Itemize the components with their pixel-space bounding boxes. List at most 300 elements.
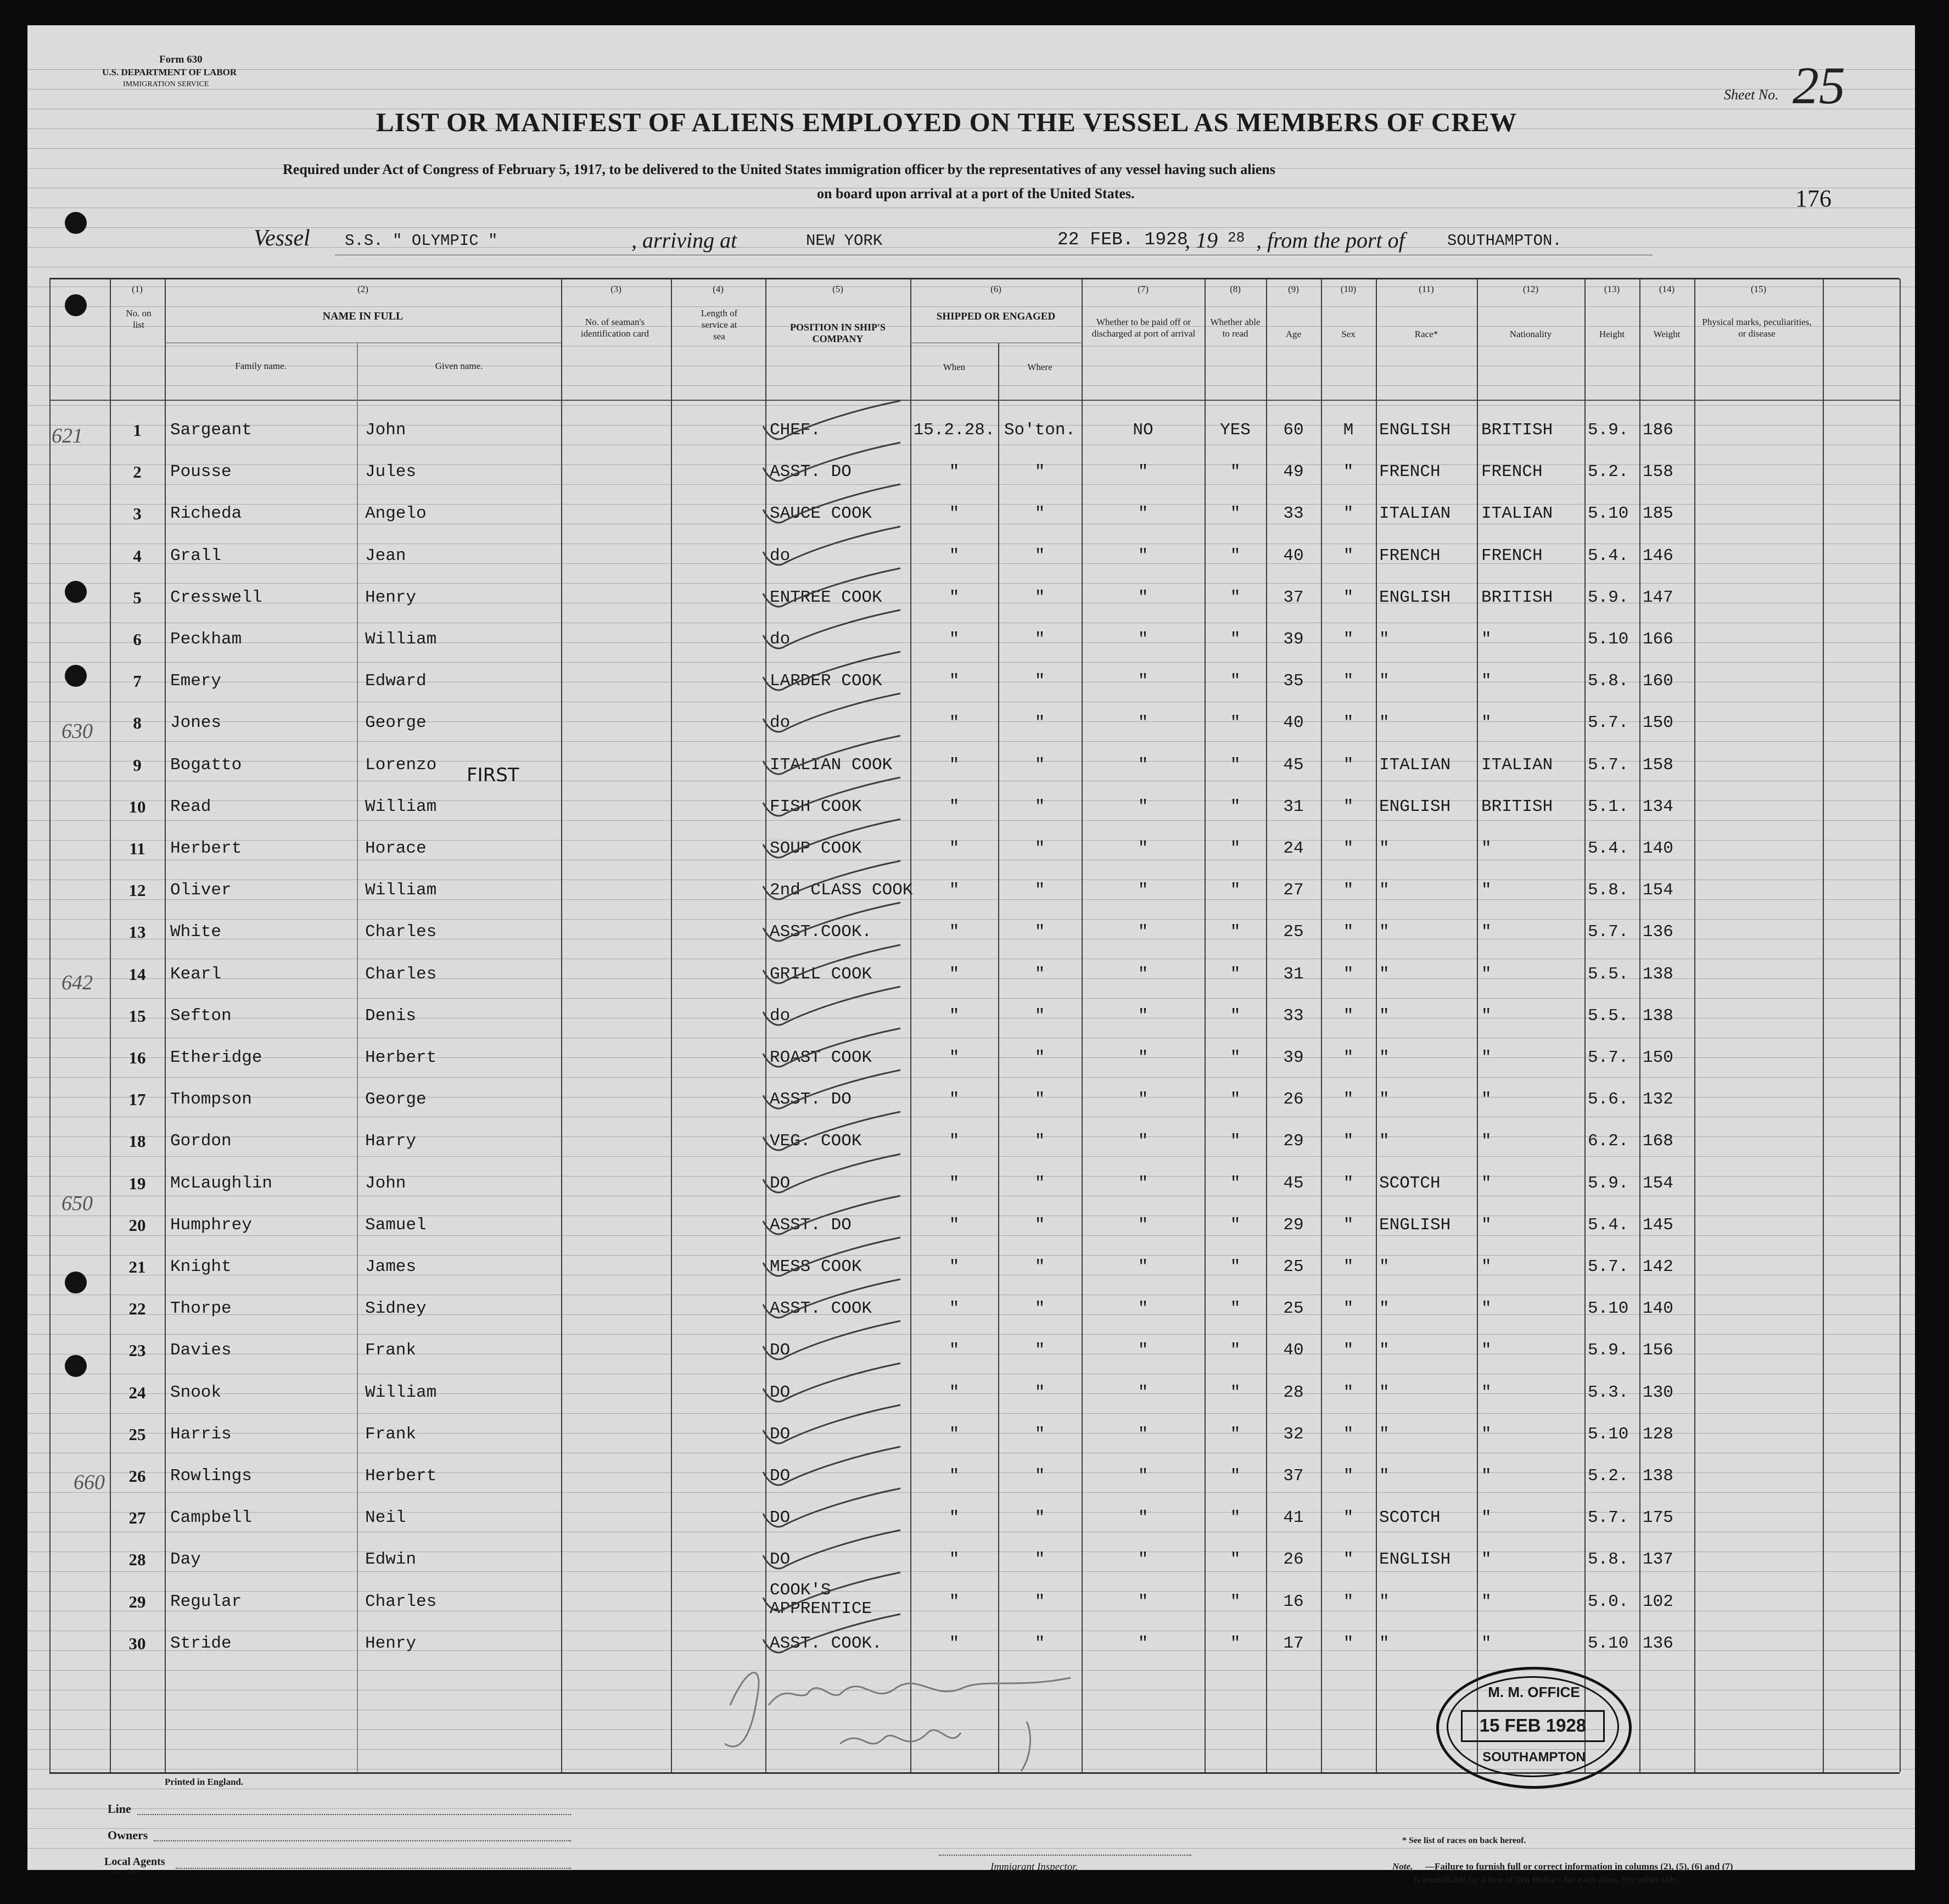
paid-off: "	[1138, 1090, 1149, 1109]
col15-number: (15)	[1750, 284, 1767, 294]
shipped-where: "	[1034, 462, 1045, 481]
height: 5.10	[1588, 1425, 1629, 1444]
nationality: "	[1481, 1550, 1492, 1569]
vessel-label: Vessel	[254, 226, 310, 251]
race: FRENCH	[1379, 546, 1441, 565]
able-to-read: "	[1230, 755, 1241, 775]
race: "	[1379, 630, 1390, 649]
age: 40	[1283, 713, 1304, 732]
shipped-when: "	[949, 1048, 960, 1067]
height: 5.10	[1588, 504, 1629, 523]
shipped-where: "	[1034, 922, 1045, 942]
shipped-when: "	[949, 1174, 960, 1193]
sex: "	[1343, 839, 1354, 858]
punch-hole	[65, 1272, 87, 1293]
height: 5.6.	[1588, 1090, 1629, 1109]
stamp-number: 176	[1795, 185, 1832, 212]
row-number: 14	[128, 965, 146, 984]
position: DO	[770, 1466, 791, 1486]
family-name: Gordon	[170, 1132, 232, 1151]
sex: "	[1343, 1090, 1354, 1109]
position: ASST. DO	[770, 462, 852, 481]
height: 5.10	[1588, 1634, 1629, 1653]
family-name: Richeda	[170, 504, 242, 523]
age: 26	[1283, 1550, 1304, 1569]
shipped-when: "	[949, 546, 960, 565]
weight: 145	[1643, 1216, 1673, 1235]
shipped-when: "	[949, 588, 960, 607]
paid-off: "	[1138, 755, 1149, 775]
age: 39	[1283, 1048, 1304, 1067]
paid-off: "	[1138, 1174, 1149, 1193]
position: ROAST COOK	[770, 1048, 872, 1067]
race: ENGLISH	[1379, 1550, 1451, 1569]
column-rule	[910, 279, 911, 1772]
paid-off: "	[1138, 881, 1149, 900]
family-name: Rowlings	[170, 1466, 252, 1486]
paid-off: "	[1138, 1006, 1149, 1026]
shipped-when: "	[949, 713, 960, 732]
first-annotation: FIRST	[467, 764, 519, 786]
row-number: 8	[133, 713, 142, 732]
paid-off: "	[1138, 965, 1149, 984]
nationality: "	[1481, 965, 1492, 984]
column-rule	[1900, 279, 1901, 1772]
family-name: Thorpe	[170, 1299, 232, 1318]
column-rule	[1639, 279, 1640, 1772]
weight: 185	[1643, 504, 1673, 523]
row-number: 20	[128, 1216, 146, 1235]
line-label: Line	[108, 1802, 131, 1816]
shipped-where: "	[1034, 1466, 1045, 1486]
height: 5.7.	[1588, 755, 1629, 775]
family-name: Grall	[170, 546, 222, 565]
able-to-read: "	[1230, 839, 1241, 858]
penalty-note-prefix: Note.	[1392, 1861, 1413, 1872]
row-number: 16	[128, 1048, 146, 1067]
height: 5.7.	[1588, 922, 1629, 942]
race: "	[1379, 1257, 1390, 1276]
given-name: Samuel	[365, 1216, 427, 1235]
sex: "	[1343, 504, 1354, 523]
department: U.S. DEPARTMENT OF LABOR	[102, 67, 237, 77]
family-name: Peckham	[170, 630, 242, 649]
nationality: "	[1481, 1466, 1492, 1486]
paid-off: "	[1138, 713, 1149, 732]
sex: "	[1343, 1174, 1354, 1193]
subtitle-line2: on board upon arrival at a port of the United States.	[817, 186, 1135, 201]
arrival-date: 22 FEB. 1928	[1057, 229, 1188, 250]
col-race: Race*	[1414, 329, 1438, 339]
paid-off: "	[1138, 1341, 1149, 1360]
age: 39	[1283, 630, 1304, 649]
owners-label: Owners	[108, 1828, 148, 1842]
shipped-where: "	[1034, 1174, 1045, 1193]
height: 5.7.	[1588, 713, 1629, 732]
height: 5.4.	[1588, 546, 1629, 565]
able-to-read: "	[1230, 671, 1241, 691]
position: do	[770, 1006, 791, 1026]
age: 25	[1283, 1299, 1304, 1318]
family-name: Day	[170, 1550, 201, 1569]
paid-off: NO	[1133, 421, 1153, 440]
col5-number: (5)	[832, 284, 843, 294]
race: "	[1379, 1425, 1390, 1444]
col2-number: (2)	[357, 284, 368, 294]
position: DO	[770, 1425, 791, 1444]
margin-note: 650	[61, 1192, 93, 1215]
column-rule	[1376, 279, 1377, 1772]
able-to-read: "	[1230, 922, 1241, 942]
position: DO	[770, 1341, 791, 1360]
family-name: Snook	[170, 1383, 222, 1402]
col-family-name: Family name.	[235, 361, 287, 371]
given-name: Herbert	[365, 1466, 437, 1486]
column-rule	[1321, 279, 1322, 1772]
row-number: 18	[128, 1132, 146, 1151]
position: FISH COOK	[770, 797, 862, 816]
row-number: 5	[133, 588, 142, 607]
margin-note: 630	[61, 720, 93, 743]
table-bottom-rule	[49, 1772, 1900, 1774]
position: GRILL COOK	[770, 965, 872, 984]
given-name: Frank	[365, 1425, 417, 1444]
row-number: 30	[128, 1634, 146, 1653]
header-bottom-rule	[49, 400, 1900, 401]
able-to-read: "	[1230, 1341, 1241, 1360]
column-rule	[165, 279, 166, 1772]
position: ASST. DO	[770, 1216, 852, 1235]
able-to-read: "	[1230, 1550, 1241, 1569]
column-rule	[671, 279, 672, 1772]
ledger-rule	[27, 306, 1915, 307]
row-number: 4	[133, 546, 142, 565]
position: COOK'S APPRENTICE	[770, 1581, 872, 1619]
given-name: George	[365, 1090, 427, 1109]
shipped-when: 15.2.28.	[913, 421, 995, 440]
age: 25	[1283, 1257, 1304, 1276]
height: 5.2.	[1588, 462, 1629, 481]
family-name: Etheridge	[170, 1048, 262, 1067]
age: 45	[1283, 755, 1304, 775]
given-name: Denis	[365, 1006, 417, 1026]
position: 2nd CLASS COOK	[770, 881, 913, 900]
age: 25	[1283, 922, 1304, 942]
column-rule	[561, 279, 562, 1772]
weight: 134	[1643, 797, 1673, 816]
race: ITALIAN	[1379, 504, 1451, 523]
weight: 154	[1643, 881, 1673, 900]
nationality: "	[1481, 630, 1492, 649]
race: SCOTCH	[1379, 1508, 1441, 1527]
nationality: ITALIAN	[1481, 755, 1553, 775]
age: 37	[1283, 1466, 1304, 1486]
weight: 154	[1643, 1174, 1673, 1193]
row-number: 7	[133, 671, 142, 691]
race-note: * See list of races on back hereof.	[1402, 1836, 1526, 1845]
height: 6.2.	[1588, 1132, 1629, 1151]
col7-number: (7)	[1138, 284, 1149, 294]
row-number: 15	[128, 1006, 146, 1026]
shipped-when: "	[949, 755, 960, 775]
paid-off: "	[1138, 588, 1149, 607]
height: 5.7.	[1588, 1257, 1629, 1276]
nationality: "	[1481, 1508, 1492, 1527]
shipped-where: "	[1034, 1508, 1045, 1527]
given-name: William	[365, 630, 437, 649]
weight: 158	[1643, 462, 1673, 481]
age: 31	[1283, 797, 1304, 816]
punch-hole	[65, 294, 87, 316]
ledger-rule	[27, 405, 1915, 406]
age: 40	[1283, 546, 1304, 565]
race: "	[1379, 1634, 1390, 1653]
shipped-when: "	[949, 671, 960, 691]
race: "	[1379, 881, 1390, 900]
penalty-note-line2: is punishable by a fine of Ten Dollars for each alien. See other side.	[1414, 1874, 1679, 1885]
row-number: 3	[133, 504, 142, 523]
family-name: Davies	[170, 1341, 232, 1360]
able-to-read: "	[1230, 881, 1241, 900]
ledger-rule	[27, 741, 1915, 742]
race: "	[1379, 1592, 1390, 1611]
nationality: "	[1481, 1257, 1492, 1276]
race: "	[1379, 965, 1390, 984]
nationality: "	[1481, 1592, 1492, 1611]
paid-off: "	[1138, 1048, 1149, 1067]
shipped-when: "	[949, 1090, 960, 1109]
from-label: , from the port of	[1256, 228, 1405, 253]
weight: 146	[1643, 546, 1673, 565]
row-number: 2	[133, 462, 142, 481]
nationality: BRITISH	[1481, 797, 1553, 816]
inspector-label: Immigrant Inspector.	[990, 1861, 1078, 1873]
able-to-read: "	[1230, 797, 1241, 816]
height: 5.7.	[1588, 1508, 1629, 1527]
row-number: 21	[128, 1257, 146, 1276]
shipped-when: "	[949, 1550, 960, 1569]
arriving-port: NEW YORK	[806, 232, 883, 250]
sex: "	[1343, 922, 1354, 942]
table-top-rule	[49, 278, 1900, 279]
paid-off: "	[1138, 1132, 1149, 1151]
row-number: 26	[128, 1466, 146, 1486]
col-length-service: Length of service at sea	[701, 308, 738, 341]
sex: "	[1343, 713, 1354, 732]
family-name: Read	[170, 797, 211, 816]
sheet-number: 25	[1793, 56, 1845, 115]
agents-code: 14—1240	[110, 1868, 138, 1876]
column-rule	[1477, 279, 1478, 1772]
family-name: Kearl	[170, 965, 222, 984]
shipped-where: "	[1034, 755, 1045, 775]
form-number: Form 630	[159, 54, 203, 65]
shipped-where: "	[1034, 713, 1045, 732]
nationality: BRITISH	[1481, 588, 1553, 607]
given-name: Charles	[365, 922, 437, 942]
able-to-read: "	[1230, 630, 1241, 649]
col4-number: (4)	[713, 284, 724, 294]
weight: 147	[1643, 588, 1673, 607]
able-to-read: "	[1230, 1216, 1241, 1235]
row-number: 11	[129, 839, 145, 858]
col-weight: Weight	[1653, 329, 1681, 339]
given-name: Angelo	[365, 504, 427, 523]
weight: 140	[1643, 839, 1673, 858]
position: ASST. COOK.	[770, 1634, 882, 1653]
page-title: LIST OR MANIFEST OF ALIENS EMPLOYED ON THE VESSEL AS MEMBERS OF CREW	[376, 107, 1517, 137]
family-name: Sefton	[170, 1006, 232, 1026]
paid-off: "	[1138, 839, 1149, 858]
stamp-bottom-text: SOUTHAMPTON	[1482, 1750, 1586, 1765]
weight: 156	[1643, 1341, 1673, 1360]
given-name: John	[365, 1174, 406, 1193]
col-sex: Sex	[1341, 329, 1356, 339]
sex: "	[1343, 1006, 1354, 1026]
position: DO	[770, 1550, 791, 1569]
given-name: Harry	[365, 1132, 417, 1151]
position: ASST.COOK.	[770, 922, 872, 942]
sex: M	[1343, 421, 1354, 440]
row-number: 22	[128, 1299, 146, 1318]
punch-hole	[65, 581, 87, 603]
sex: "	[1343, 1550, 1354, 1569]
nationality: "	[1481, 1425, 1492, 1444]
shipped-when: "	[949, 1299, 960, 1318]
manifest-sheet	[27, 25, 1915, 1885]
row-number: 25	[128, 1425, 146, 1444]
age: 33	[1283, 1006, 1304, 1026]
height: 5.1.	[1588, 797, 1629, 816]
able-to-read: "	[1230, 1132, 1241, 1151]
col-nationality: Nationality	[1509, 329, 1552, 339]
able-to-read: "	[1230, 1508, 1241, 1527]
given-name: William	[365, 881, 437, 900]
ledger-rule	[27, 662, 1915, 663]
position: VEG. COOK	[770, 1132, 862, 1151]
able-to-read: "	[1230, 1592, 1241, 1611]
nationality: BRITISH	[1481, 421, 1553, 440]
age: 29	[1283, 1216, 1304, 1235]
vessel-name: S.S. " OLYMPIC "	[345, 232, 498, 250]
col11-number: (11)	[1419, 284, 1434, 294]
shipped-when: "	[949, 881, 960, 900]
line-field	[137, 1814, 571, 1815]
race: "	[1379, 713, 1390, 732]
nationality: "	[1481, 1634, 1492, 1653]
race: "	[1379, 839, 1390, 858]
margin-note: 660	[74, 1471, 105, 1494]
given-name: Herbert	[365, 1048, 437, 1067]
sex: "	[1343, 1383, 1354, 1402]
shipped-where: "	[1034, 1048, 1045, 1067]
sex: "	[1343, 1425, 1354, 1444]
sex: "	[1343, 1216, 1354, 1235]
weight: 166	[1643, 630, 1673, 649]
position: ENTREE COOK	[770, 588, 882, 607]
paid-off: "	[1138, 1634, 1149, 1653]
col-paid-off: Whether to be paid off or discharged at port of arrival	[1091, 317, 1196, 339]
position: ASST. COOK	[770, 1299, 872, 1318]
col9-number: (9)	[1288, 284, 1299, 294]
race: ENGLISH	[1379, 1216, 1451, 1235]
family-name: Cresswell	[170, 588, 262, 607]
sex: "	[1343, 588, 1354, 607]
ledger-rule	[27, 1413, 1915, 1414]
weight: 150	[1643, 1048, 1673, 1067]
given-name: Lorenzo	[365, 755, 437, 775]
row-number: 29	[128, 1592, 146, 1611]
paid-off: "	[1138, 462, 1149, 481]
nationality: "	[1481, 922, 1492, 942]
age: 29	[1283, 1132, 1304, 1151]
paid-off: "	[1138, 1550, 1149, 1569]
position: ASST. DO	[770, 1090, 852, 1109]
position: CHEF.	[770, 421, 821, 440]
shipped-when: "	[949, 922, 960, 942]
sex: "	[1343, 1048, 1354, 1067]
ledger-rule	[27, 69, 1915, 70]
ledger-rule	[27, 1255, 1915, 1256]
stamp-date: 15 FEB 1928	[1479, 1715, 1587, 1735]
sex: "	[1343, 755, 1354, 775]
position: ITALIAN COOK	[770, 755, 893, 775]
ledger-rule	[27, 148, 1915, 149]
sheet-label: Sheet No.	[1724, 87, 1779, 103]
race: "	[1379, 1132, 1390, 1151]
weight: 150	[1643, 713, 1673, 732]
sex: "	[1343, 1257, 1354, 1276]
nationality: "	[1481, 839, 1492, 858]
punch-hole	[65, 1355, 87, 1377]
sex: "	[1343, 630, 1354, 649]
given-name: Edwin	[365, 1550, 417, 1569]
nationality: FRENCH	[1481, 546, 1543, 565]
shipped-when: "	[949, 1006, 960, 1026]
family-name: Campbell	[170, 1508, 252, 1527]
col-position: POSITION IN SHIP'S COMPANY	[789, 322, 886, 344]
height: 5.8.	[1588, 1550, 1629, 1569]
able-to-read: "	[1230, 588, 1241, 607]
col8-number: (8)	[1230, 284, 1241, 294]
weight: 142	[1643, 1257, 1673, 1276]
weight: 186	[1643, 421, 1673, 440]
given-name: Henry	[365, 1634, 417, 1653]
race: "	[1379, 1466, 1390, 1486]
height: 5.8.	[1588, 881, 1629, 900]
sex: "	[1343, 671, 1354, 691]
paid-off: "	[1138, 1216, 1149, 1235]
shipped-where: "	[1034, 1550, 1045, 1569]
ledger-rule	[27, 919, 1915, 920]
family-name: Bogatto	[170, 755, 242, 775]
given-name: Jules	[365, 462, 417, 481]
col12-number: (12)	[1522, 284, 1539, 294]
height: 5.10	[1588, 1299, 1629, 1318]
shipped-when: "	[949, 1634, 960, 1653]
race: "	[1379, 671, 1390, 691]
able-to-read: "	[1230, 462, 1241, 481]
column-rule	[1082, 279, 1083, 1772]
row-number: 6	[133, 630, 142, 649]
age: 26	[1283, 1090, 1304, 1109]
paid-off: "	[1138, 1466, 1149, 1486]
height: 5.5.	[1588, 1006, 1629, 1026]
shipped-when: "	[949, 1383, 960, 1402]
nationality: "	[1481, 1341, 1492, 1360]
col3-number: (3)	[611, 284, 621, 294]
weight: 138	[1643, 965, 1673, 984]
